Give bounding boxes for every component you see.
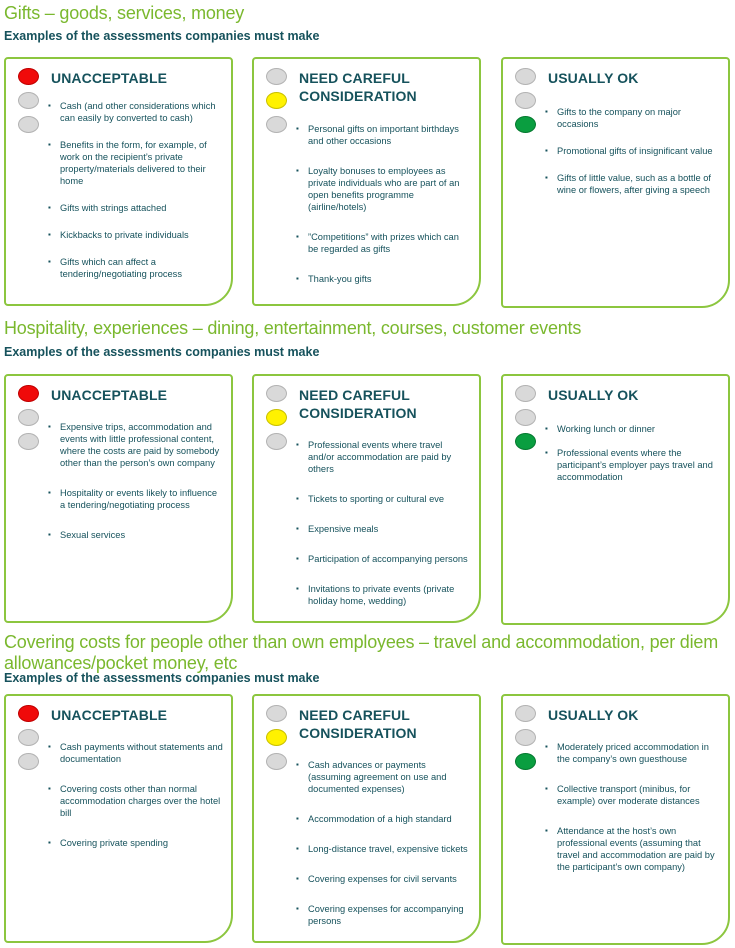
list-item: ▪ Long-distance travel, expensive tickets [296, 843, 471, 855]
grey-light-icon [515, 409, 536, 426]
list-item: ▪ Moderately priced accommodation in the company’s own guesthouse [545, 741, 720, 765]
card-heading: NEED CAREFUL CONSIDERATION [299, 387, 417, 421]
traffic-light [266, 385, 288, 457]
list-item: ▪ Covering expenses for civil servants [296, 873, 471, 885]
grey-light-icon [515, 729, 536, 746]
grey-light-icon [266, 705, 287, 722]
list-item: ▪ Participation of accompanying persons [296, 553, 471, 565]
section-title-gifts: Gifts – goods, services, money [4, 3, 245, 23]
traffic-light [515, 385, 537, 457]
list-item: ▪ Tickets to sporting or cultural eve [296, 493, 471, 505]
yellow-light-icon [266, 729, 287, 746]
item-list [296, 123, 471, 285]
item-list [48, 421, 223, 541]
grey-light-icon [18, 116, 39, 133]
section-subtitle-hospitality: Examples of the assessments companies must make [4, 345, 320, 359]
list-item: ▪ ”Competitions” with prizes which can be regarded as gifts [296, 231, 471, 255]
list-item: ▪ Personal gifts on important birthdays and other occasions [296, 123, 471, 147]
list-item: ▪ Expensive meals [296, 523, 471, 535]
card-heading: NEED CAREFUL CONSIDERATION [299, 70, 417, 104]
card-hospitality-unacceptable [4, 374, 233, 623]
section-title-covering-costs: Covering costs for people other than own employees – travel and accommodation, per diem allowances/pocket money, etc [4, 632, 718, 673]
list-item: ▪ Sexual services [48, 529, 223, 541]
item-list [545, 741, 720, 873]
list-item: ▪ Attendance at the host’s own professional events (assuming that travel and accommodation are paid by the participant’s own company) [545, 825, 720, 873]
grey-light-icon [18, 729, 39, 746]
yellow-light-icon [266, 409, 287, 426]
red-light-icon [18, 385, 39, 402]
list-item: ▪ Working lunch or dinner [545, 423, 720, 435]
card-gifts-unacceptable [4, 57, 233, 306]
card-heading: USUALLY OK [548, 70, 639, 86]
card-hospitality-ok [501, 374, 730, 625]
grey-light-icon [515, 705, 536, 722]
item-list [545, 106, 720, 196]
list-item: ▪ Expensive trips, accommodation and events with little professional content, where the costs are paid by somebody other than the person’s own company [48, 421, 223, 469]
red-light-icon [18, 705, 39, 722]
item-list [48, 741, 223, 849]
green-light-icon [515, 116, 536, 133]
traffic-light [18, 385, 40, 457]
item-list [296, 759, 471, 927]
card-gifts-careful [252, 57, 481, 306]
grey-light-icon [266, 116, 287, 133]
card-heading: USUALLY OK [548, 707, 639, 723]
list-item: ▪ Gifts with strings attached [48, 202, 223, 214]
grey-light-icon [266, 68, 287, 85]
red-light-icon [18, 68, 39, 85]
item-list [48, 100, 223, 280]
list-item: ▪ Benefits in the form, for example, of work on the recipient’s private property/materials delivered to their home [48, 139, 223, 187]
traffic-light [266, 705, 288, 777]
grey-light-icon [515, 385, 536, 402]
traffic-light [515, 68, 537, 140]
grey-light-icon [18, 409, 39, 426]
card-costs-careful [252, 694, 481, 943]
list-item: ▪ Gifts of little value, such as a bottle of wine or flowers, after giving a speech [545, 172, 720, 196]
grey-light-icon [18, 753, 39, 770]
list-item: ▪ Covering private spending [48, 837, 223, 849]
grey-light-icon [266, 753, 287, 770]
green-light-icon [515, 753, 536, 770]
grey-light-icon [515, 92, 536, 109]
list-item: ▪ Collective transport (minibus, for example) over moderate distances [545, 783, 720, 807]
grey-light-icon [266, 385, 287, 402]
list-item: ▪ Accommodation of a high standard [296, 813, 471, 825]
list-item: ▪ Loyalty bonuses to employees as private individuals who are part of an open benefits programme (airline/hotels) [296, 165, 471, 213]
traffic-light [515, 705, 537, 777]
traffic-light [18, 68, 40, 140]
traffic-light [266, 68, 288, 140]
grey-light-icon [515, 68, 536, 85]
list-item: ▪ Cash payments without statements and documentation [48, 741, 223, 765]
list-item: ▪ Professional events where the participant’s employer pays travel and accommodation [545, 447, 720, 483]
item-list [545, 423, 720, 483]
card-costs-unacceptable [4, 694, 233, 943]
section-subtitle-gifts: Examples of the assessments companies must make [4, 29, 320, 43]
green-light-icon [515, 433, 536, 450]
section-title-hospitality: Hospitality, experiences – dining, entertainment, courses, customer events [4, 318, 582, 338]
list-item: ▪ Covering expenses for accompanying persons [296, 903, 471, 927]
card-heading: USUALLY OK [548, 387, 639, 403]
list-item: ▪ Hospitality or events likely to influence a tendering/negotiating process [48, 487, 223, 511]
section-subtitle-covering-costs: Examples of the assessments companies must make [4, 671, 320, 685]
traffic-light [18, 705, 40, 777]
card-heading: UNACCEPTABLE [51, 70, 168, 86]
list-item: ▪ Promotional gifts of insignificant value [545, 145, 720, 157]
list-item: ▪ Professional events where travel and/or accommodation are paid by others [296, 439, 471, 475]
list-item: ▪ Gifts to the company on major occasions [545, 106, 720, 130]
grey-light-icon [18, 92, 39, 109]
card-gifts-ok [501, 57, 730, 308]
list-item: ▪ Cash (and other considerations which can easily by converted to cash) [48, 100, 223, 124]
list-item: ▪ Covering costs other than normal accommodation charges over the hotel bill [48, 783, 223, 819]
item-list [296, 439, 471, 607]
yellow-light-icon [266, 92, 287, 109]
list-item: ▪ Gifts which can affect a tendering/negotiating process [48, 256, 223, 280]
list-item: ▪ Invitations to private events (private holiday home, wedding) [296, 583, 471, 607]
grey-light-icon [18, 433, 39, 450]
card-heading: UNACCEPTABLE [51, 707, 168, 723]
list-item: ▪ Thank-you gifts [296, 273, 471, 285]
grey-light-icon [266, 433, 287, 450]
list-item: ▪ Kickbacks to private individuals [48, 229, 223, 241]
card-hospitality-careful [252, 374, 481, 623]
card-heading: NEED CAREFUL CONSIDERATION [299, 707, 417, 741]
list-item: ▪ Cash advances or payments (assuming agreement on use and documented expenses) [296, 759, 471, 795]
card-costs-ok [501, 694, 730, 945]
card-heading: UNACCEPTABLE [51, 387, 168, 403]
